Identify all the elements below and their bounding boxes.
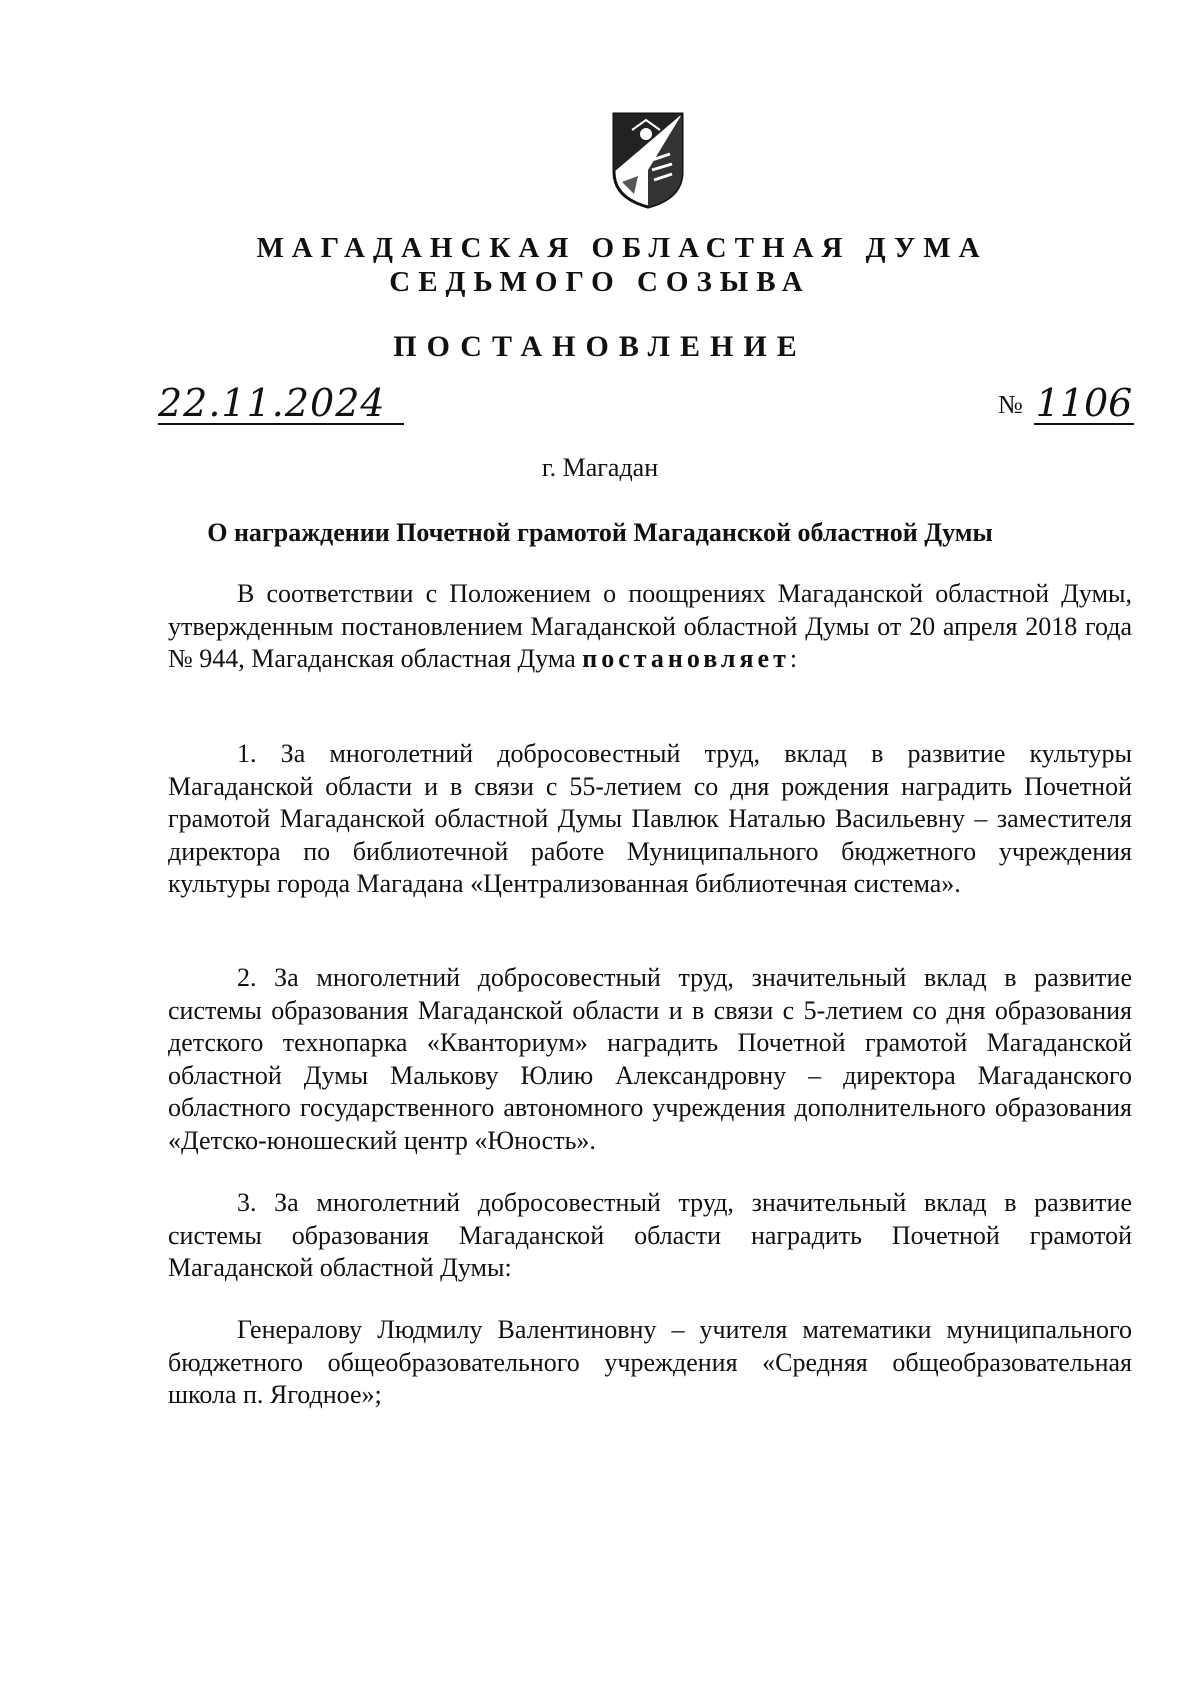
coat-of-arms-icon [608, 110, 688, 210]
decree-word: постановляет [582, 644, 790, 673]
document-title: О награждении Почетной грамотой Магаданской областной Думы [207, 518, 993, 547]
decree-colon: : [789, 644, 798, 673]
number-sign: № [998, 390, 1023, 419]
paragraph-1: 1. За многолетний добросовестный труд, вклад в развитие культуры Магаданской области и в связи с 55-летием со дня рождения наградить Почетной грамотой Магаданской областной Думы Павлюк Наталью Васильевну – заместителя директора по библиотечной работе Муниципального бюджетного учреждения культуры города Магадана «Централизованная библиотечная система». [168, 739, 1132, 898]
document-date: 22.11.2024 [158, 383, 404, 425]
convocation: СЕДЬМОГО СОЗЫВА [389, 266, 811, 298]
parliament-name: МАГАДАНСКАЯ ОБЛАСТНАЯ ДУМА [256, 232, 988, 264]
number-value: 1106 [1035, 381, 1133, 425]
paragraph-3: 3. За многолетний добросовестный труд, значительный вклад в развитие системы образования Магаданской области наградить Почетной грамотой Магаданской областной Думы: [168, 1188, 1132, 1282]
paragraph-2: 2. За многолетний добросовестный труд, значительный вклад в развитие системы образования Магаданской области и в связи с 5-летием со дня образования детского технопарка «Кванториум» наградить Почетной грамотой Магаданской областной Думы Малькову Юлию Александровну – директора Магаданского областного государственного автономного учреждения дополнительного образования «Детско-юношеский центр «Юность». [168, 963, 1132, 1155]
document-type: ПОСТАНОВЛЕНИЕ [393, 330, 807, 363]
city: г. Магадан [541, 453, 659, 482]
awardee-item: Генералову Людмилу Валентиновну – учителя математики муниципального бюджетного общеобразовательного учреждения «Средняя общеобразовательная школа п. Ягодное»; [168, 1315, 1132, 1409]
preamble [168, 578, 1132, 676]
preamble-text: В соответствии с Положением о поощрениях Магаданской областной Думы, утвержденным постановлением Магаданской областной Думы от 20 апреля 2018 года № 944, Магаданская областная Дума [168, 579, 1132, 673]
